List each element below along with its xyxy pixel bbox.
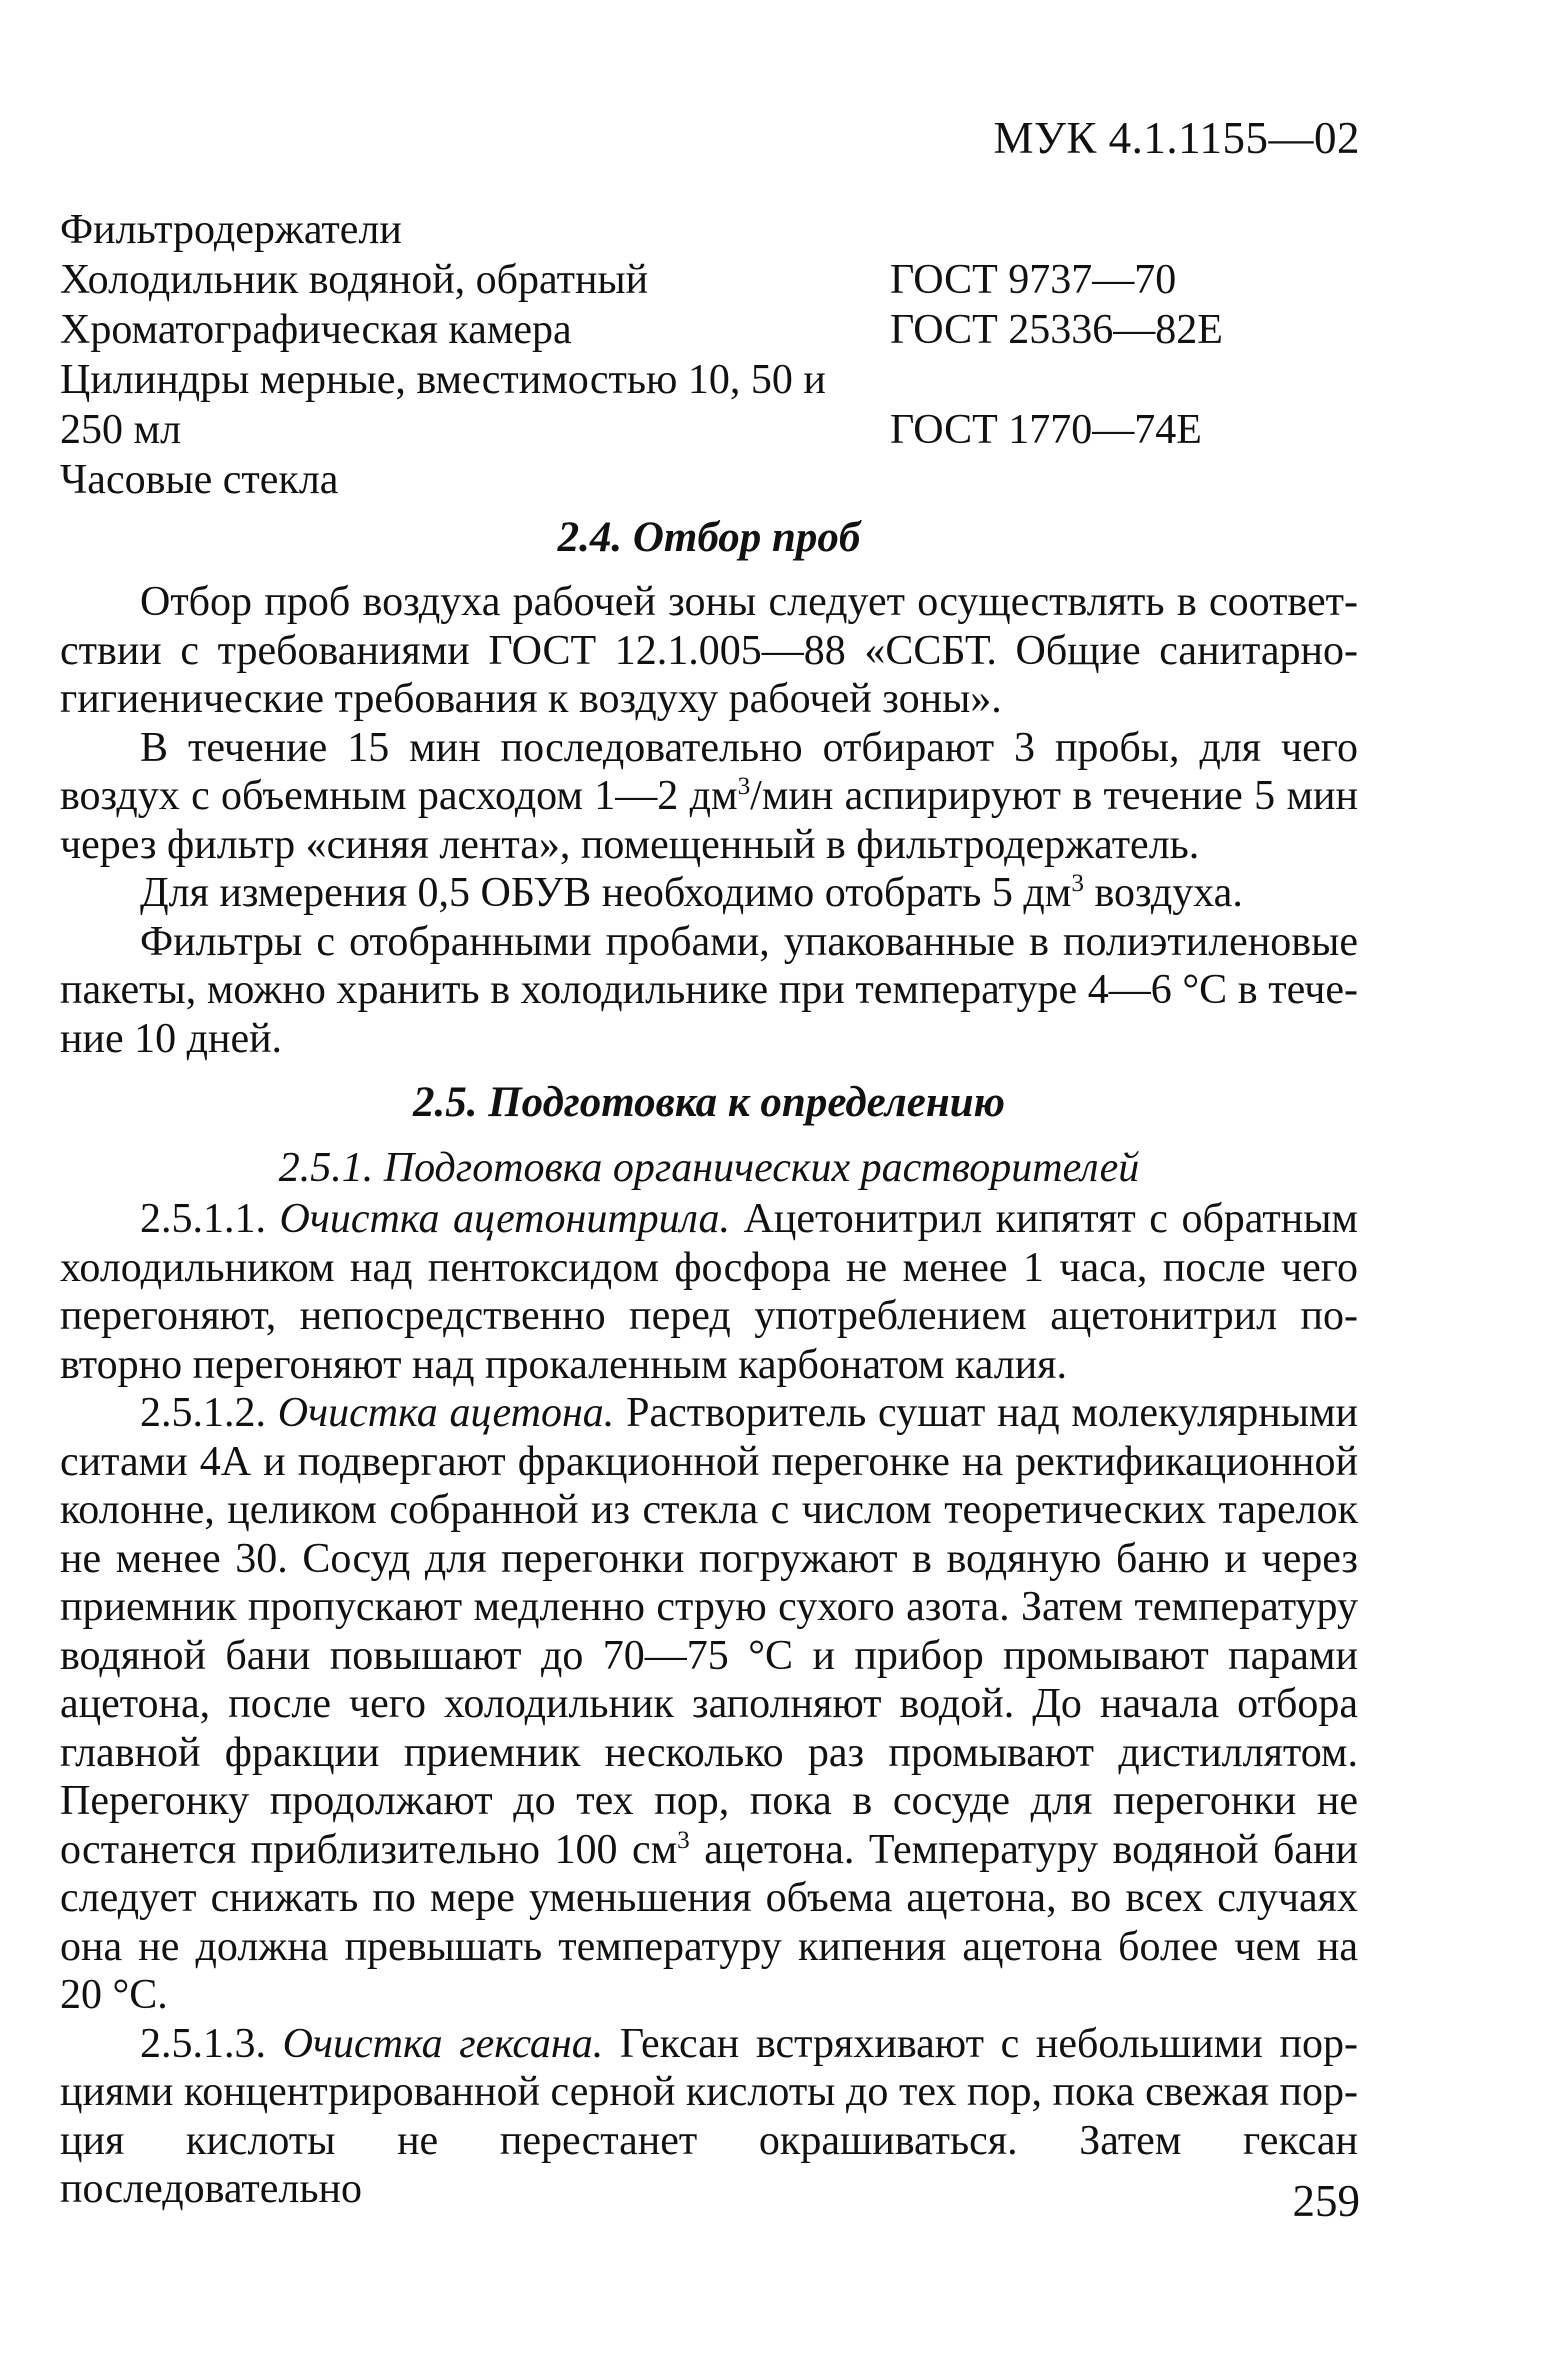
equipment-row	[60, 455, 1360, 505]
equipment-row	[60, 405, 1360, 455]
paragraph	[60, 869, 1358, 918]
section-heading-preparation: 2.5. Подготовка к определению	[412, 1079, 1006, 1126]
item-number: 2.5.1.1.	[140, 1196, 280, 1242]
equipment-row	[60, 305, 1360, 355]
subsection-heading: 2.5.1. Подготовка органических растворителей	[278, 1145, 1140, 1191]
paragraph-text: ацетона. Температуру водяной бани следует снижать по мере уменьшения объема ацетона, во всех случаях она не должна превышать температуру кипения ацетона более чем на 20 °С.	[60, 1826, 1358, 2018]
equipment-name: 250 мл	[60, 407, 182, 453]
item-heading: Очистка ацетонитрила.	[279, 1196, 730, 1242]
body-text	[60, 508, 1358, 2214]
paragraph: Отбор проб воздуха рабочей зоны следует осуществлять в соответствии с требованиями ГОСТ 12.1.005—88 «ССБТ. Общие санитарно-гигиенические требования к воздуху рабочей зоны».	[60, 579, 1358, 722]
equipment-name: Цилиндры мерные, вместимостью 10, 50 и	[60, 357, 826, 403]
equipment-standard: ГОСТ 25336—82Е	[890, 307, 1223, 353]
item-number: 2.5.1.3.	[140, 2020, 283, 2067]
paragraph-text: Растворитель сушат над молекулярными ситами 4А и подвергают фракционной перегонке на ректификационной колонне, целиком собранной из стекла с числом теоретических тарелок не менее 30. Сосуд для перегонки погружают в водяную баню и через приемник пропускают медленно струю сухого азота. Затем температуру водяной бани повышают до 70—75 °С и прибор промывают парами ацетона, после чего холодильник заполняют водой. До начала отбора главной фракции приемник несколько раз промывают дистиллятом. Перегонку продолжают до тех пор, пока в сосуде для перегонки не останется приблизительно 100 см	[60, 1390, 1358, 1873]
item-heading: Очистка гексана.	[282, 2020, 604, 2067]
paragraph	[60, 2020, 1358, 2214]
paragraph-text: Для измерения 0,5 ОБУВ необходимо отобрать 5 дм	[140, 870, 1072, 916]
section-heading-sampling: 2.4. Отбор проб	[557, 514, 861, 561]
paragraph: Фильтры с отобранными пробами, упакованные в полиэтиленовые пакеты, можно хранить в холодильнике при температуре 4—6 °С в течение 10 дней.	[60, 918, 1358, 1062]
item-number: 2.5.1.2.	[140, 1390, 278, 1436]
equipment-name: Холодильник водяной, обратный	[60, 257, 649, 303]
superscript: 3	[1071, 870, 1084, 897]
equipment-row	[60, 205, 1360, 255]
paragraph	[60, 1195, 1358, 1389]
equipment-list	[60, 205, 1360, 505]
paragraph	[60, 724, 1358, 870]
equipment-name: Фильтродержатели	[60, 207, 402, 253]
equipment-name: Часовые стекла	[60, 457, 339, 503]
equipment-name: Хроматографическая камера	[60, 307, 572, 353]
equipment-standard: ГОСТ 9737—70	[890, 257, 1177, 303]
document-code: МУК 4.1.1155—02	[993, 113, 1360, 163]
equipment-standard: ГОСТ 1770—74Е	[890, 407, 1202, 453]
superscript: 3	[677, 1826, 690, 1854]
paragraph-text: Ацетонитрил кипятят с обратным холодильником над пентоксидом фосфора не менее 1 часа, после чего перегоняют, непосредственно перед употреблением ацетонитрил повторно перегоняют над прокаленным карбонатом калия.	[60, 1196, 1358, 1388]
paragraph-text: Гексан встряхивают с небольшими порциями концентрированной серной кислоты до тех пор, пока свежая порция кислоты не перестанет окрашиваться. Затем гексан последовательно	[60, 2020, 1358, 2212]
paragraph	[60, 1389, 1358, 2020]
equipment-row	[60, 355, 1360, 405]
paragraph-text: /мин аспирируют в течение 5 мин через фильтр «синяя лента», помещенный в фильтродержатель.	[60, 773, 1358, 868]
equipment-row	[60, 255, 1360, 305]
item-heading: Очистка ацетона.	[277, 1390, 615, 1436]
paragraph-text: В течение 15 мин последовательно отбирают 3 пробы, для чего воздух с объемным расходом 1—2 дм	[60, 724, 1358, 819]
paragraph-text: воздуха.	[1083, 870, 1243, 916]
superscript: 3	[737, 773, 751, 800]
page-number: 259	[1292, 2176, 1360, 2226]
